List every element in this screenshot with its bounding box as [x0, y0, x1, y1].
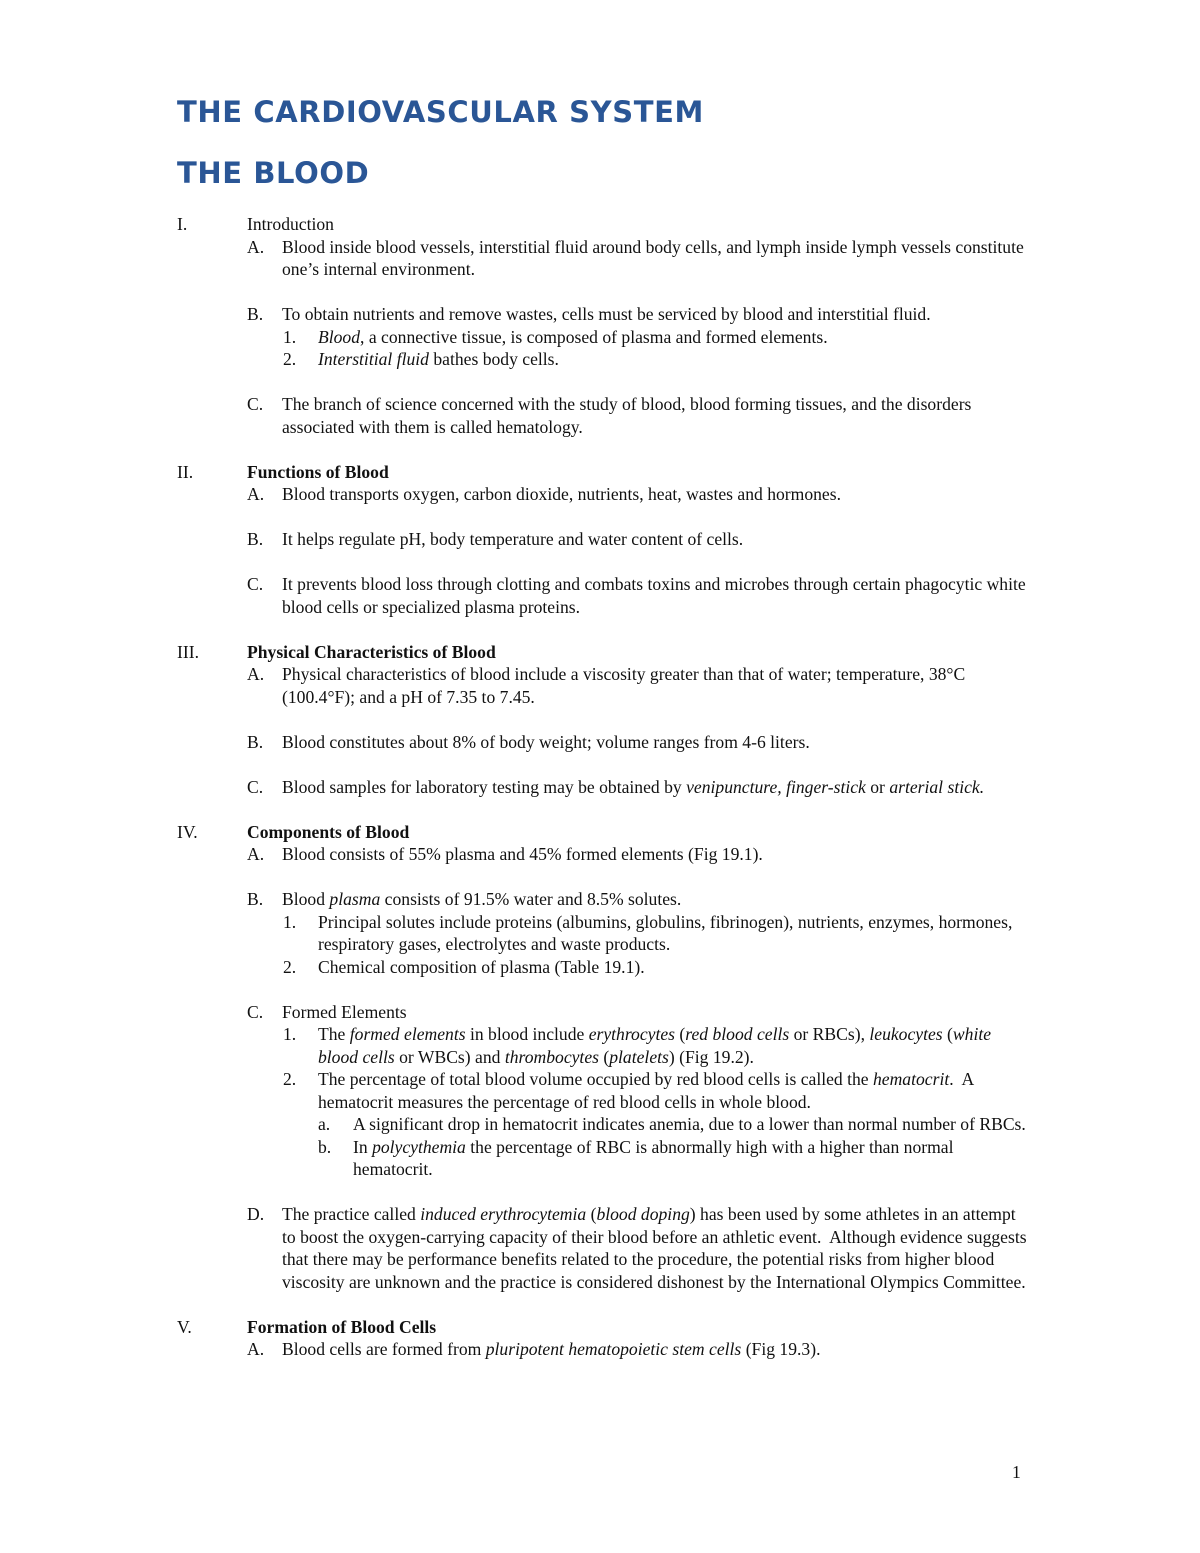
item-text: It helps regulate pH, body temperature and water content of cells.: [282, 529, 744, 549]
section-gap: [0, 1293, 1200, 1316]
item-text: Blood, a connective tissue, is composed of plasma and formed elements.: [318, 326, 828, 347]
outline-item: [0, 393, 1027, 438]
item-gap: [0, 281, 1200, 304]
item-label: a.: [318, 1114, 331, 1134]
section-gap: [0, 618, 1200, 641]
item-text: Blood consists of 55% plasma and 45% formed elements (Fig 19.1).: [282, 844, 763, 864]
outline-item: [0, 843, 1027, 866]
item-label: 2.: [283, 1069, 297, 1089]
item-label: B.: [247, 304, 264, 324]
outline-item: [0, 303, 1027, 326]
outline-item: [0, 888, 1027, 911]
section-number: III.: [177, 641, 199, 662]
item-gap: [0, 753, 1200, 776]
outline-item: [0, 776, 1027, 799]
outline-item: [0, 573, 1027, 618]
item-label: B.: [247, 529, 264, 549]
item-gap: [0, 1181, 1200, 1204]
item-text: Blood transports oxygen, carbon dioxide, nutrients, heat, wastes and hormones.: [282, 484, 841, 504]
section-heading: [0, 821, 1200, 844]
item-label: C.: [247, 776, 264, 797]
outline-item: [0, 528, 1027, 551]
section-heading: [0, 641, 1200, 664]
item-label: 2.: [283, 349, 297, 369]
item-label: A.: [247, 1339, 265, 1359]
section-gap: [0, 798, 1200, 821]
item-label: 1.: [283, 326, 297, 347]
item-label: C.: [247, 1001, 264, 1022]
section-heading: [0, 213, 1200, 236]
item-text: A significant drop in hematocrit indicates anemia, due to a lower than normal number of RBCs.: [353, 1114, 1026, 1134]
section-number: IV.: [177, 821, 198, 842]
item-text: It prevents blood loss through clotting and combats toxins and microbes through certain phagocytic white blood cells or specialized plasma proteins.: [282, 574, 1026, 617]
section-heading: [0, 461, 1200, 484]
item-text: The formed elements in blood include erythrocytes (red blood cells or RBCs), leukocytes (white blood cells or WBCs) and thrombocytes (platelets) (Fig 19.2).: [318, 1024, 992, 1067]
outline-item: [0, 1001, 1027, 1024]
item-label: C.: [247, 574, 264, 594]
section-title: Physical Characteristics of Blood: [247, 641, 496, 662]
item-text: Blood samples for laboratory testing may be obtained by venipuncture, finger-stick or arterial stick.: [282, 776, 985, 797]
item-label: A.: [247, 844, 265, 864]
outline-item: [0, 663, 1027, 708]
item-text: Chemical composition of plasma (Table 19.1).: [318, 956, 645, 977]
outline-subitem: [0, 1068, 1027, 1113]
outline-item: [0, 731, 1027, 754]
item-text: Blood plasma consists of 91.5% water and 8.5% solutes.: [282, 889, 682, 909]
item-text: The branch of science concerned with the study of blood, blood forming tissues, and the disorders associated with them is called hematology.: [282, 394, 972, 437]
outline-subitem: [0, 326, 1027, 349]
page-number: 1: [1012, 1462, 1021, 1482]
document-title: THE CARDIOVASCULAR SYSTEM: [177, 95, 704, 129]
document-subtitle: THE BLOOD: [177, 156, 370, 190]
item-text: Principal solutes include proteins (albumins, globulins, fibrinogen), nutrients, enzymes, hormones, respiratory gases, electrolytes and waste products.: [318, 911, 1013, 954]
outline-subsubitem: [0, 1136, 1027, 1181]
section-number: V.: [177, 1316, 192, 1337]
item-label: A.: [247, 484, 265, 504]
outline-item: [0, 483, 1027, 506]
item-text: Interstitial fluid bathes body cells.: [318, 349, 559, 369]
section-gap: [0, 438, 1200, 461]
item-gap: [0, 506, 1200, 529]
section-title: Formation of Blood Cells: [247, 1316, 437, 1337]
outline-item: [0, 1338, 1027, 1361]
item-text: To obtain nutrients and remove wastes, cells must be serviced by blood and interstitial fluid.: [282, 304, 931, 324]
outline-subitem: [0, 911, 1027, 956]
item-label: b.: [318, 1136, 332, 1157]
item-label: A.: [247, 236, 265, 257]
outline-item: [0, 236, 1027, 281]
item-gap: [0, 371, 1200, 394]
item-label: C.: [247, 394, 264, 414]
item-text: Blood constitutes about 8% of body weight; volume ranges from 4-6 liters.: [282, 731, 810, 752]
item-label: 2.: [283, 956, 297, 977]
item-text: In polycythemia the percentage of RBC is abnormally high with a higher than normal hematocrit.: [353, 1136, 954, 1179]
item-gap: [0, 551, 1200, 574]
item-label: 1.: [283, 1024, 297, 1044]
item-label: 1.: [283, 911, 297, 932]
item-label: B.: [247, 889, 264, 909]
section-number: I.: [177, 214, 188, 234]
item-gap: [0, 978, 1200, 1001]
section-title: Functions of Blood: [247, 461, 389, 482]
item-label: B.: [247, 731, 264, 752]
item-text: Formed Elements: [282, 1001, 407, 1022]
section-heading: [0, 1316, 1200, 1339]
outline: [0, 213, 1200, 1361]
outline-subitem: [0, 348, 1027, 371]
item-text: The practice called induced erythrocytemia (blood doping) has been used by some athletes in an attempt to boost the oxygen-carrying capacity of their blood before an athletic event. Although evidence suggests that there may be performance benefits related to the procedure, the potential risks from higher blood viscosity are unknown and the practice is considered dishonest by the International Olympics Committee.: [282, 1204, 1027, 1292]
section-title: Components of Blood: [247, 821, 410, 842]
item-gap: [0, 708, 1200, 731]
item-gap: [0, 866, 1200, 889]
item-text: Blood cells are formed from pluripotent hematopoietic stem cells (Fig 19.3).: [282, 1339, 821, 1359]
section-number: II.: [177, 461, 194, 482]
outline-subitem: [0, 1023, 1027, 1068]
item-label: D.: [247, 1204, 265, 1224]
item-text: Blood inside blood vessels, interstitial fluid around body cells, and lymph inside lymph vessels constitute one’s internal environment.: [282, 236, 1024, 279]
outline-subsubitem: [0, 1113, 1027, 1136]
item-label: A.: [247, 664, 265, 684]
outline-item: [0, 1203, 1027, 1293]
item-text: The percentage of total blood volume occupied by red blood cells is called the hematocrit. A hematocrit measures the percentage of red blood cells in whole blood.: [318, 1069, 974, 1112]
section-title: Introduction: [247, 214, 334, 234]
item-text: Physical characteristics of blood include a viscosity greater than that of water; temperature, 38°C (100.4°F); and a pH of 7.35 to 7.45.: [282, 664, 966, 707]
outline-subitem: [0, 956, 1027, 979]
